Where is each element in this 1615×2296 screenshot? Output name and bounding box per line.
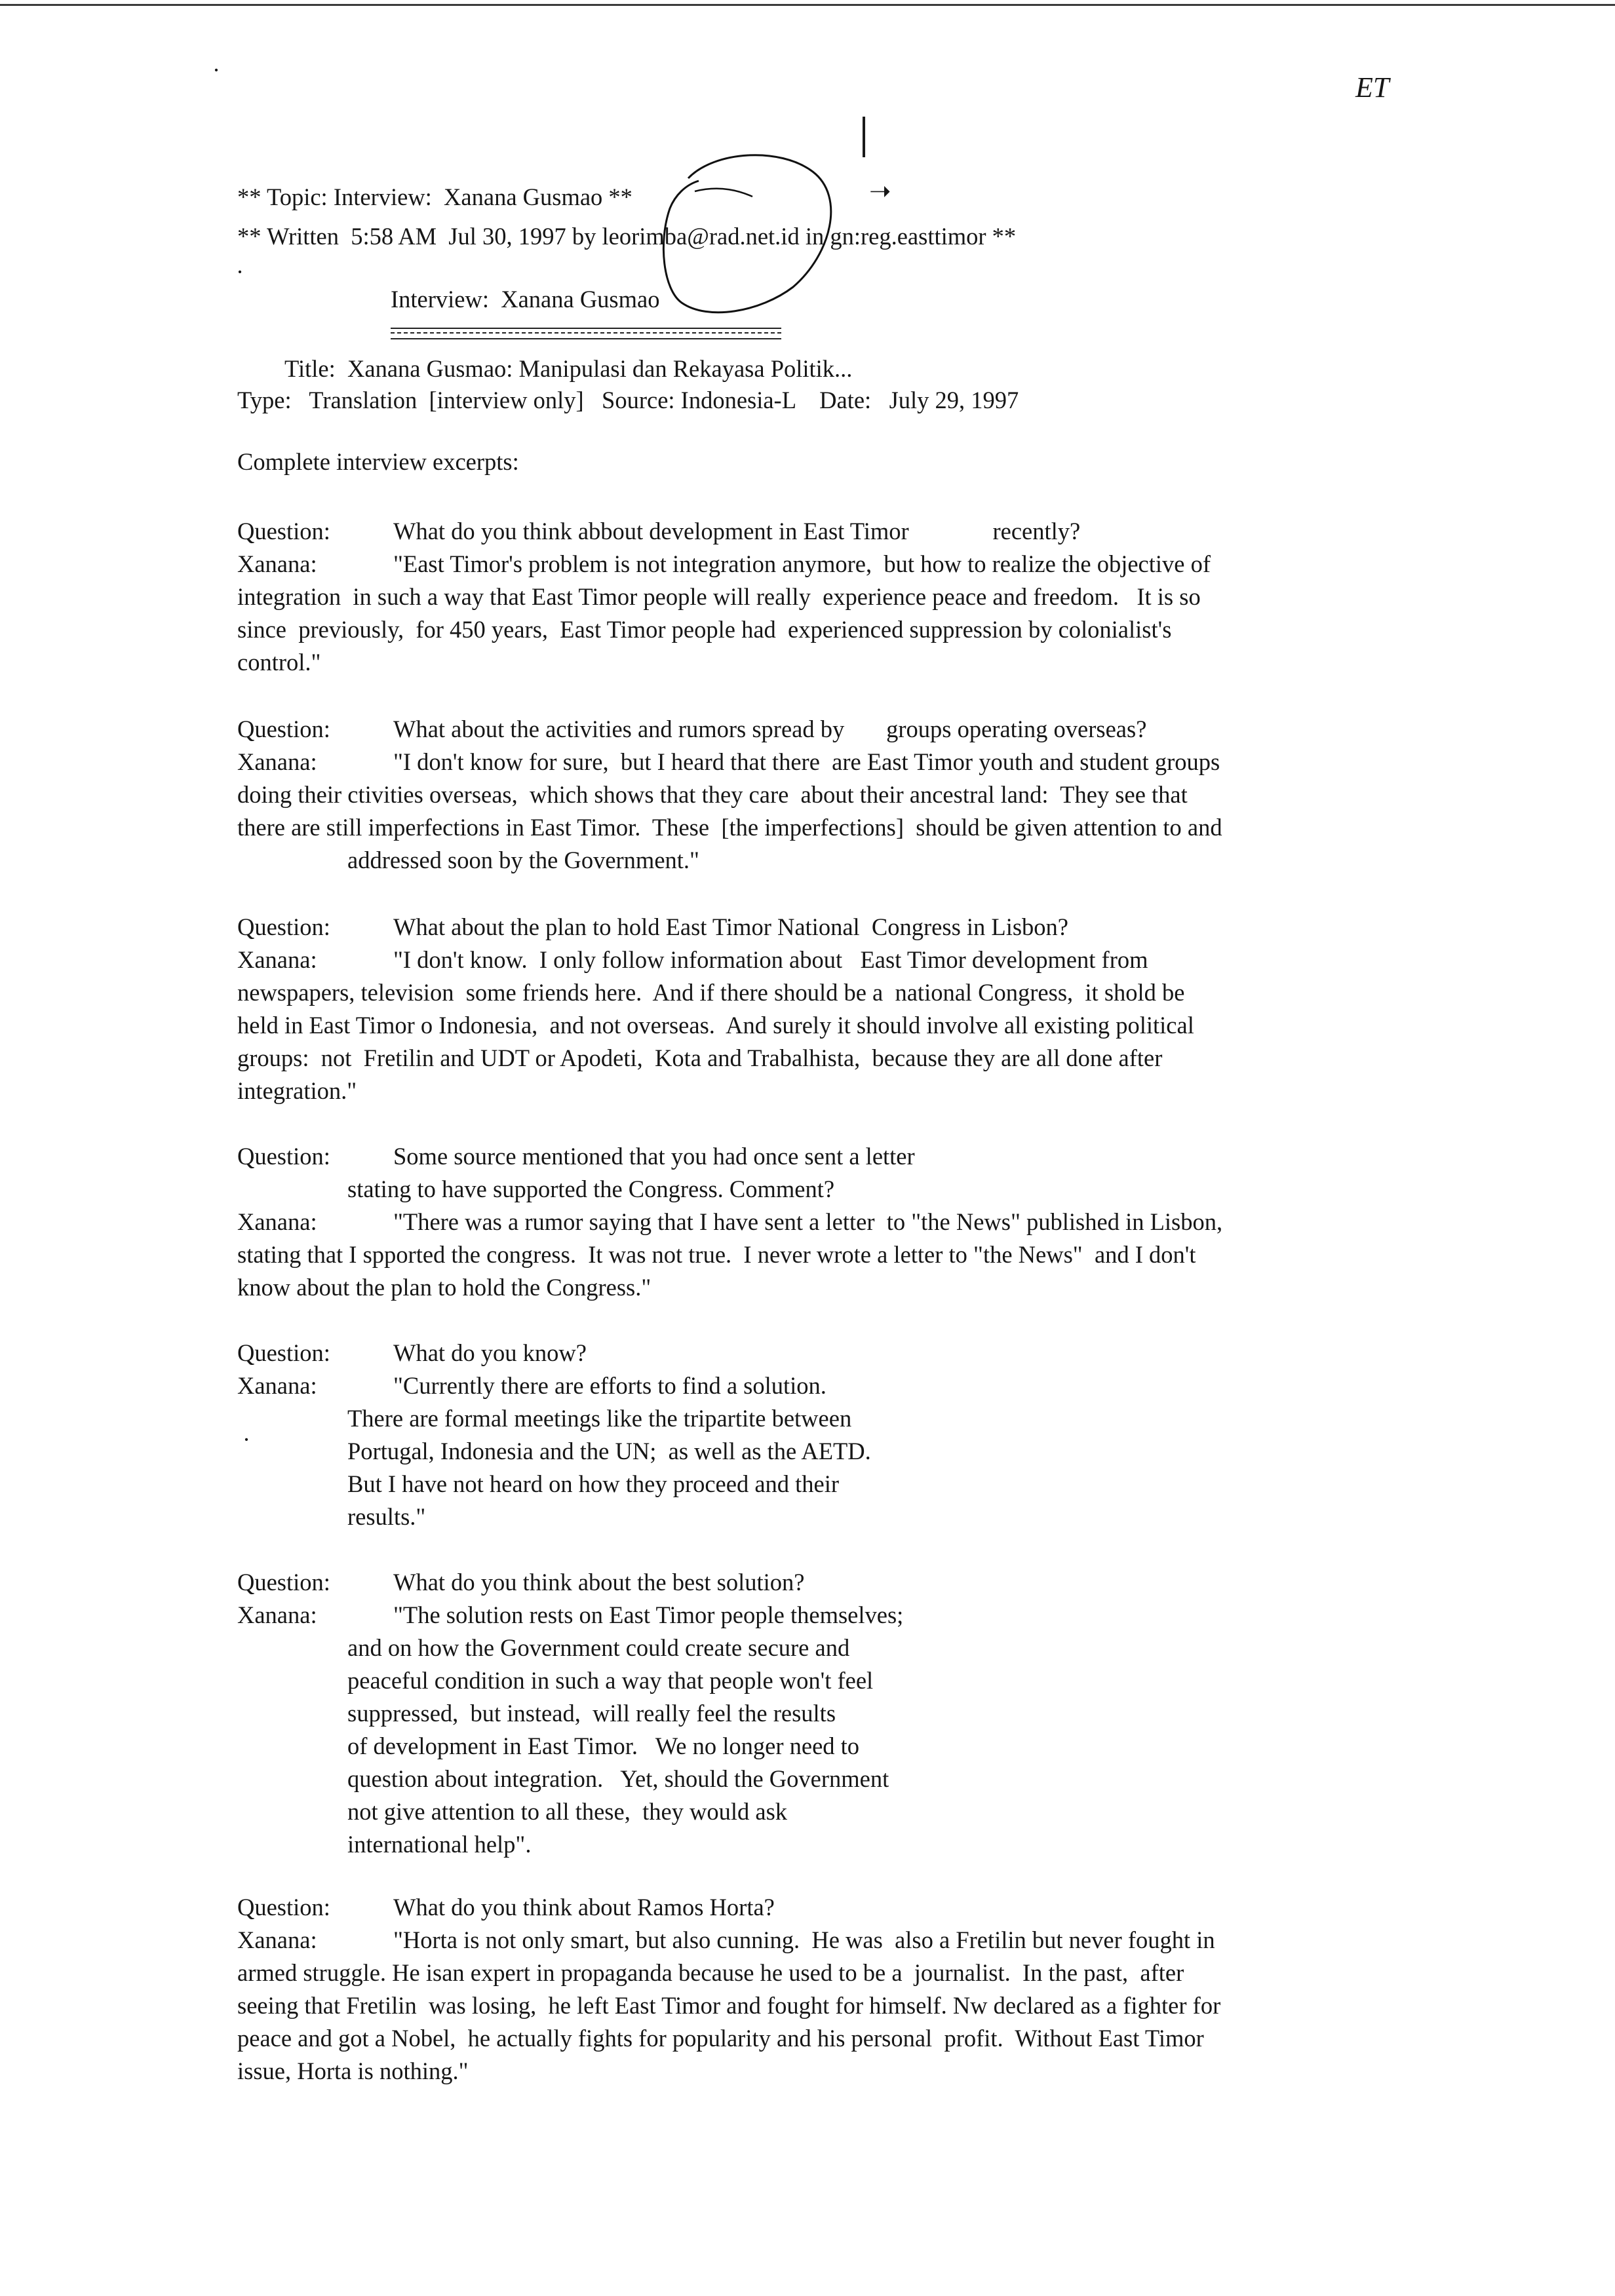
answer-continuation: not give attention to all these, they would ask bbox=[347, 1798, 788, 1825]
question-text: Some source mentioned that you had once sent a letter bbox=[393, 1143, 915, 1170]
answer-continuation: But I have not heard on how they proceed and their bbox=[347, 1470, 840, 1497]
question-label: Question: bbox=[237, 518, 330, 545]
question-label: Question: bbox=[237, 913, 330, 940]
question-text: What do you think about Ramos Horta? bbox=[393, 1894, 775, 1921]
answer-text: "Currently there are efforts to find a solution. bbox=[393, 1372, 827, 1399]
speaker-label: Xanana: bbox=[237, 1208, 317, 1235]
speaker-label: Xanana: bbox=[237, 550, 317, 577]
answer-continuation: and on how the Government could create secure and bbox=[347, 1634, 850, 1661]
answer-continuation: suppressed, but instead, will really feel the results bbox=[347, 1700, 836, 1727]
answer-continuation: issue, Horta is nothing." bbox=[237, 2057, 469, 2084]
question-label: Question: bbox=[237, 1339, 330, 1366]
header-topic: ** Topic: Interview: Xanana Gusmao ** bbox=[237, 183, 632, 210]
answer-text: "Horta is not only smart, but also cunning. He was also a Fretilin but never fought in bbox=[393, 1926, 1215, 1953]
heading-double-rule bbox=[391, 328, 781, 339]
answer-continuation: There are formal meetings like the tripartite between bbox=[347, 1405, 852, 1432]
answer-text: "East Timor's problem is not integration anymore, but how to realize the objective of bbox=[393, 550, 1211, 577]
answer-text: "I don't know for sure, but I heard that there are East Timor youth and student groups bbox=[393, 748, 1220, 775]
meta-type: Type: Translation [interview only] Source: Indonesia-L Date: July 29, 1997 bbox=[237, 387, 1019, 413]
answer-continuation: know about the plan to hold the Congress." bbox=[237, 1274, 652, 1301]
answer-text: "I don't know. I only follow information about East Timor development from bbox=[393, 946, 1148, 973]
answer-continuation: groups: not Fretilin and UDT or Apodeti, Kota and Trabalhista, because they are all done after bbox=[237, 1044, 1163, 1071]
answer-continuation: doing their ctivities overseas, which shows that they care about their ancestral land: They see that bbox=[237, 781, 1188, 808]
answer-continuation: of development in East Timor. We no longer need to bbox=[347, 1732, 860, 1759]
header-written: ** Written 5:58 AM Jul 30, 1997 by leorimba@rad.net.id in gn:reg.easttimor ** bbox=[237, 223, 1017, 250]
scan-top-border bbox=[0, 4, 1615, 6]
answer-text: "There was a rumor saying that I have sent a letter to "the News" published in Lisbon, bbox=[393, 1208, 1223, 1235]
meta-title: Title: Xanana Gusmao: Manipulasi dan Rekayasa Politik... bbox=[284, 355, 853, 382]
speaker-label: Xanana: bbox=[237, 946, 317, 973]
question-text: What do you think abbout development in East Timor recently? bbox=[393, 518, 1081, 545]
answer-continuation: addressed soon by the Government." bbox=[347, 847, 699, 873]
question-text: What about the activities and rumors spread by groups operating overseas? bbox=[393, 716, 1147, 742]
answer-continuation: stating that I spported the congress. It was not true. I never wrote a letter to "the News" and I don't bbox=[237, 1241, 1196, 1268]
answer-continuation: there are still imperfections in East Timor. These [the imperfections] should be given attention to and bbox=[237, 814, 1222, 841]
answer-continuation: stating to have supported the Congress. Comment? bbox=[347, 1176, 835, 1202]
question-label: Question: bbox=[237, 1143, 330, 1170]
answer-text: "The solution rests on East Timor people themselves; bbox=[393, 1601, 904, 1628]
speaker-label: Xanana: bbox=[237, 1372, 317, 1399]
answer-continuation: international help". bbox=[347, 1831, 532, 1858]
scan-speck: · bbox=[212, 57, 220, 83]
question-label: Question: bbox=[237, 1569, 330, 1596]
answer-continuation: Portugal, Indonesia and the UN; as well as the AETD. bbox=[347, 1438, 871, 1464]
corner-handwritten-mark: ET bbox=[1355, 71, 1390, 104]
intro-text: Complete interview excerpts: bbox=[237, 448, 519, 475]
pen-tick-mark bbox=[863, 117, 865, 157]
scan-speck: · bbox=[236, 259, 244, 285]
answer-continuation: peaceful condition in such a way that people won't feel bbox=[347, 1667, 874, 1694]
question-label: Question: bbox=[237, 1894, 330, 1921]
scan-speck: · bbox=[243, 1426, 250, 1453]
answer-continuation: armed struggle. He isan expert in propaganda because he used to be a journalist. In the past, after bbox=[237, 1959, 1184, 1986]
speaker-label: Xanana: bbox=[237, 1601, 317, 1628]
answer-continuation: integration in such a way that East Timor people will really experience peace and freedom. It is so bbox=[237, 583, 1201, 610]
pen-arrow-mark: ➝ bbox=[869, 176, 891, 206]
answer-continuation: control." bbox=[237, 649, 321, 676]
question-label: Question: bbox=[237, 716, 330, 742]
answer-continuation: since previously, for 450 years, East Timor people had experienced suppression by colonialist's bbox=[237, 616, 1172, 643]
question-text: What do you think about the best solution? bbox=[393, 1569, 805, 1596]
question-text: What do you know? bbox=[393, 1339, 587, 1366]
answer-continuation: seeing that Fretilin was losing, he left East Timor and fought for himself. Nw declared as a fighter for bbox=[237, 1992, 1221, 2019]
answer-continuation: question about integration. Yet, should the Government bbox=[347, 1765, 889, 1792]
answer-continuation: results." bbox=[347, 1503, 426, 1530]
speaker-label: Xanana: bbox=[237, 748, 317, 775]
question-text: What about the plan to hold East Timor National Congress in Lisbon? bbox=[393, 913, 1069, 940]
answer-continuation: held in East Timor o Indonesia, and not overseas. And surely it should involve all existing political bbox=[237, 1012, 1194, 1039]
answer-continuation: peace and got a Nobel, he actually fights for popularity and his personal profit. Without East Timor bbox=[237, 2025, 1204, 2052]
document-heading: Interview: Xanana Gusmao bbox=[391, 286, 660, 313]
answer-continuation: newspapers, television some friends here. And if there should be a national Congress, it shold be bbox=[237, 979, 1185, 1006]
speaker-label: Xanana: bbox=[237, 1926, 317, 1953]
answer-continuation: integration." bbox=[237, 1077, 357, 1104]
